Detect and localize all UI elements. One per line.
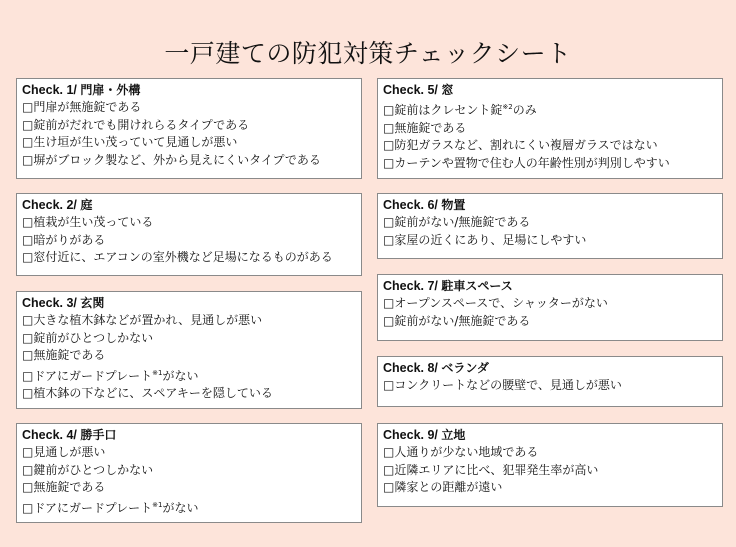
checkbox-icon[interactable]: □ (383, 215, 395, 229)
checkbox-icon[interactable]: □ (22, 462, 34, 477)
item-text: 窓付近に、エアコンの室外機など足場になるものがある (33, 250, 333, 264)
checkbox-icon[interactable]: □ (22, 232, 34, 247)
item-text: 植木鉢の下などに、スペアキーを隠している (33, 386, 273, 400)
checkbox-icon[interactable]: □ (383, 232, 395, 247)
item-text-suffix: のみ (512, 103, 537, 117)
section-name: 玄関 (80, 296, 105, 310)
checklist-item[interactable] (383, 479, 716, 497)
item-text: 暗がりがある (33, 232, 106, 247)
check-number: Check. 6/ (383, 198, 442, 212)
section-heading (383, 196, 716, 214)
section-storage (377, 193, 723, 259)
section-window (377, 78, 723, 179)
checkbox-icon[interactable]: □ (383, 296, 395, 310)
item-text-suffix: がない (162, 368, 199, 383)
section-garden (16, 193, 362, 276)
checkbox-icon[interactable]: □ (383, 313, 395, 328)
checklist-item[interactable] (383, 232, 716, 250)
checklist-item[interactable] (22, 232, 355, 250)
checkbox-icon[interactable]: □ (383, 480, 395, 494)
checklist-item[interactable] (22, 249, 355, 267)
checkbox-icon[interactable]: □ (22, 500, 34, 515)
section-heading (22, 81, 355, 99)
section-name: 駐車スペース (441, 279, 513, 293)
item-text: 隣家との距離が遠い (394, 480, 503, 494)
section-heading (22, 196, 355, 214)
checkbox-icon[interactable]: □ (22, 250, 34, 264)
item-text: 大きな植木鉢などが置かれ、見通しが悪い (33, 313, 263, 327)
checkbox-icon[interactable]: □ (383, 445, 395, 459)
section-name: 窓 (441, 83, 454, 97)
section-heading (22, 294, 355, 312)
checkbox-icon[interactable]: □ (22, 135, 34, 149)
checklist-item[interactable] (383, 99, 716, 120)
checklist-item[interactable] (22, 347, 355, 365)
section-heading (383, 277, 716, 295)
section-heading (22, 426, 355, 444)
checklist-item[interactable] (383, 462, 716, 480)
checkbox-icon[interactable]: □ (22, 480, 34, 494)
checklist-item[interactable] (22, 497, 355, 518)
footnote-mark: ※1 (152, 368, 163, 377)
check-number: Check. 9/ (383, 428, 442, 442)
item-text: 錠前がない/無施錠である (394, 313, 531, 328)
item-text: コンクリートなどの腰壁で、見通しが悪い (394, 378, 622, 392)
item-text: 鍵前がひとつしかない (33, 462, 154, 477)
checklist-item[interactable] (22, 117, 355, 135)
footnote-mark: ※1 (152, 500, 163, 509)
section-parking (377, 274, 723, 341)
item-text: 生け垣が生い茂っていて見通しが悪い (33, 135, 238, 149)
section-name: 庭 (80, 198, 93, 212)
checklist-item[interactable] (383, 313, 716, 331)
checklist-item[interactable] (22, 312, 355, 330)
item-text: 植栽が生い茂っている (33, 215, 154, 229)
section-name: ベランダ (441, 361, 489, 375)
check-number: Check. 8/ (383, 361, 442, 375)
checkbox-icon[interactable]: □ (22, 117, 34, 132)
page-title: 一戸建ての防犯対策チェックシート (164, 39, 572, 68)
item-text: 人通りが少ない地域である (394, 445, 539, 459)
item-text: 無施錠である (33, 348, 106, 362)
item-text: 塀がブロック製など、外から見えにくいタイプである (33, 152, 321, 167)
section-heading (383, 359, 716, 377)
checklist-item[interactable] (22, 330, 355, 348)
section-location (377, 423, 723, 507)
check-number: Check. 2/ (22, 198, 81, 212)
checkbox-icon[interactable]: □ (22, 215, 34, 229)
item-text: カーテンや置物で住む人の年齢性別が判別しやすい (394, 155, 670, 170)
check-number: Check. 7/ (383, 279, 442, 293)
checkbox-icon[interactable]: □ (22, 386, 34, 400)
checklist-item[interactable] (22, 365, 355, 386)
item-text: 近隣エリアに比べ、犯罪発生率が高い (394, 462, 599, 477)
checklist-item[interactable] (383, 377, 716, 395)
item-text: 門扉が無施錠である (33, 100, 142, 114)
checklist-item[interactable] (383, 444, 716, 462)
section-veranda (377, 356, 723, 407)
checkbox-icon[interactable]: □ (22, 152, 34, 167)
item-text: ドアにガードプレート (33, 500, 153, 515)
item-text: 無施錠である (33, 480, 106, 494)
footnote-mark: ※2 (502, 103, 513, 111)
item-text: 見通しが悪い (33, 445, 106, 459)
section-heading (383, 81, 716, 99)
item-text: 錠前がひとつしかない (33, 330, 154, 345)
checkbox-icon[interactable]: □ (383, 378, 395, 392)
checklist-item[interactable] (383, 155, 716, 173)
checkbox-icon[interactable]: □ (383, 462, 395, 477)
item-text: 錠前がない/無施錠である (394, 215, 531, 229)
section-name: 門扉・外構 (80, 83, 141, 97)
checkbox-icon[interactable]: □ (22, 100, 34, 114)
section-name: 立地 (441, 428, 466, 442)
checklist-item[interactable] (22, 152, 355, 170)
checklist-item[interactable] (22, 385, 355, 403)
item-text: ドアにガードプレート (33, 368, 153, 383)
item-text: 家屋の近くにあり、足場にしやすい (394, 232, 587, 247)
checkbox-icon[interactable]: □ (383, 138, 395, 152)
item-text: 錠前がだれでも開けれらるタイプである (33, 117, 250, 132)
checkbox-icon[interactable]: □ (22, 313, 34, 327)
checklist-item[interactable] (22, 134, 355, 152)
check-number: Check. 4/ (22, 428, 81, 442)
section-entrance (16, 291, 362, 409)
checklist-item[interactable] (22, 479, 355, 497)
checkbox-icon[interactable]: □ (383, 155, 395, 170)
section-heading (383, 426, 716, 444)
checkbox-icon[interactable]: □ (383, 120, 395, 135)
checkbox-icon[interactable]: □ (22, 348, 34, 362)
section-back-door (16, 423, 362, 523)
check-number: Check. 5/ (383, 83, 442, 97)
section-gate-exterior (16, 78, 362, 179)
check-number: Check. 1/ (22, 83, 81, 97)
checklist-item[interactable] (22, 214, 355, 232)
checkbox-icon[interactable]: □ (22, 330, 34, 345)
check-number: Check. 3/ (22, 296, 81, 310)
checklist-item[interactable] (383, 295, 716, 313)
checklist-item[interactable] (383, 120, 716, 138)
checklist-item[interactable] (383, 137, 716, 155)
section-name: 勝手口 (80, 428, 117, 442)
item-text: 錠前はクレセント錠 (394, 103, 503, 117)
item-text: オープンスペースで、シャッターがない (394, 296, 608, 310)
checkbox-icon[interactable]: □ (22, 368, 34, 383)
checklist-item[interactable] (383, 214, 716, 232)
checklist-item[interactable] (22, 99, 355, 117)
checklist-item[interactable] (22, 462, 355, 480)
checkbox-icon[interactable]: □ (383, 103, 395, 117)
section-name: 物置 (441, 198, 466, 212)
checkbox-icon[interactable]: □ (22, 445, 34, 459)
checklist-item[interactable] (22, 444, 355, 462)
item-text: 無施錠である (394, 120, 467, 135)
item-text: 防犯ガラスなど、割れにくい複層ガラスではない (394, 138, 658, 152)
item-text-suffix: がない (162, 500, 199, 515)
